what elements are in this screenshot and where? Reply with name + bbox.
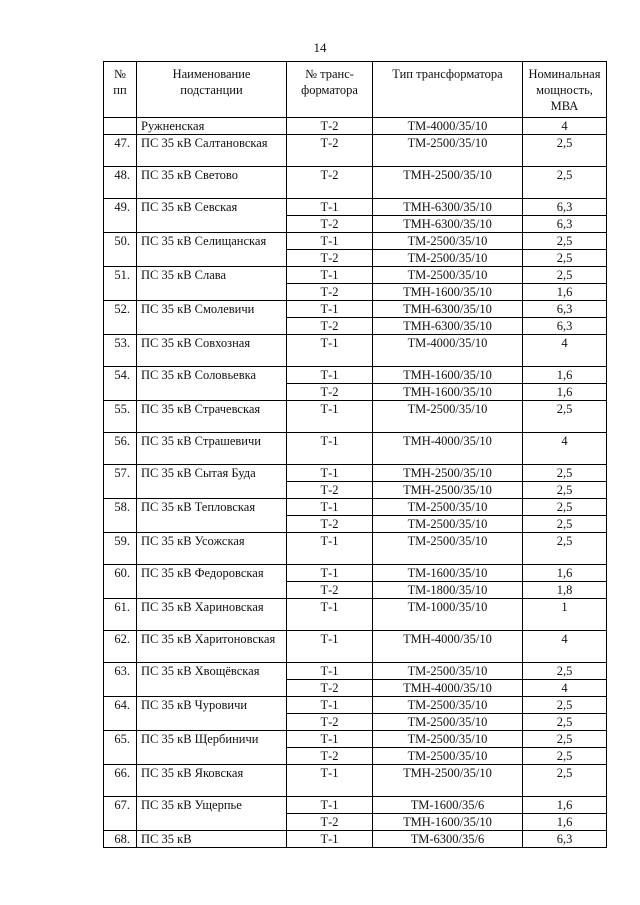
transformer-number: Т-2 <box>287 167 373 199</box>
substation-name: ПС 35 кВ Соловьевка <box>137 367 287 401</box>
row-number: 57. <box>104 465 137 499</box>
table-row <box>104 401 607 433</box>
table-row <box>104 301 607 318</box>
transformer-type: ТМ-2500/35/10 <box>373 663 523 680</box>
rated-power: 2,5 <box>523 167 607 199</box>
transformer-number: Т-1 <box>287 267 373 284</box>
rated-power: 4 <box>523 631 607 663</box>
rated-power: 6,3 <box>523 216 607 233</box>
table-row <box>104 797 607 814</box>
transformer-type: ТМ-2500/35/10 <box>373 714 523 731</box>
table-row <box>104 697 607 714</box>
substation-name: ПС 35 кВ Страчевская <box>137 401 287 433</box>
table-row <box>104 731 607 748</box>
substation-name: ПС 35 кВ Сытая Буда <box>137 465 287 499</box>
transformer-number: Т-1 <box>287 401 373 433</box>
row-number: 54. <box>104 367 137 401</box>
rated-power: 2,5 <box>523 499 607 516</box>
substation-name: ПС 35 кВ Салтановская <box>137 135 287 167</box>
row-number <box>104 118 137 135</box>
rated-power: 2,5 <box>523 533 607 565</box>
transformer-number: Т-1 <box>287 335 373 367</box>
substation-name: Ружненская <box>137 118 287 135</box>
rated-power: 2,5 <box>523 233 607 250</box>
rated-power: 2,5 <box>523 714 607 731</box>
substation-name: ПС 35 кВ Слава <box>137 267 287 301</box>
transformer-type: ТМН-1600/35/10 <box>373 384 523 401</box>
rated-power: 4 <box>523 433 607 465</box>
transformer-type: ТМН-1600/35/10 <box>373 284 523 301</box>
transformer-type: ТМН-4000/35/10 <box>373 433 523 465</box>
row-number: 49. <box>104 199 137 233</box>
rated-power: 6,3 <box>523 199 607 216</box>
transformer-type: ТМН-1600/35/10 <box>373 814 523 831</box>
rated-power: 1,6 <box>523 384 607 401</box>
rated-power: 1,6 <box>523 367 607 384</box>
row-number: 53. <box>104 335 137 367</box>
substation-name: ПС 35 кВ Селищанская <box>137 233 287 267</box>
transformer-type: ТМ-6300/35/6 <box>373 831 523 848</box>
transformer-number: Т-2 <box>287 216 373 233</box>
substation-name: ПС 35 кВ Совхозная <box>137 335 287 367</box>
rated-power: 6,3 <box>523 318 607 335</box>
transformer-type: ТМ-4000/35/10 <box>373 335 523 367</box>
rated-power: 1,8 <box>523 582 607 599</box>
table-row <box>104 233 607 250</box>
rated-power: 4 <box>523 335 607 367</box>
table-header-row <box>104 62 607 118</box>
substation-name: ПС 35 кВ Хвощёвская <box>137 663 287 697</box>
transformer-number: Т-1 <box>287 731 373 748</box>
rated-power: 1,6 <box>523 797 607 814</box>
transformer-type: ТМН-2500/35/10 <box>373 465 523 482</box>
header-num: № пп <box>104 62 137 118</box>
row-number: 59. <box>104 533 137 565</box>
header-transformer-number: № транс-форматора <box>287 62 373 118</box>
transformer-number: Т-2 <box>287 135 373 167</box>
substation-name: ПС 35 кВ Хариновская <box>137 599 287 631</box>
table-row <box>104 199 607 216</box>
row-number: 56. <box>104 433 137 465</box>
transformer-type: ТМ-1000/35/10 <box>373 599 523 631</box>
row-number: 50. <box>104 233 137 267</box>
transformer-number: Т-1 <box>287 465 373 482</box>
transformer-type: ТМ-2500/35/10 <box>373 533 523 565</box>
table-row <box>104 599 607 631</box>
table-row <box>104 663 607 680</box>
table-row <box>104 533 607 565</box>
transformer-number: Т-2 <box>287 318 373 335</box>
rated-power: 6,3 <box>523 301 607 318</box>
transformer-number: Т-2 <box>287 250 373 267</box>
row-number: 61. <box>104 599 137 631</box>
transformer-number: Т-1 <box>287 663 373 680</box>
transformer-number: Т-1 <box>287 199 373 216</box>
rated-power: 1,6 <box>523 565 607 582</box>
transformer-number: Т-1 <box>287 765 373 797</box>
row-number: 55. <box>104 401 137 433</box>
table-row <box>104 765 607 797</box>
transformer-type: ТМН-6300/35/10 <box>373 301 523 318</box>
rated-power: 2,5 <box>523 731 607 748</box>
substation-name: ПС 35 кВ Чуровичи <box>137 697 287 731</box>
transformer-type: ТМ-2500/35/10 <box>373 401 523 433</box>
table-row <box>104 631 607 663</box>
rated-power: 1,6 <box>523 814 607 831</box>
row-number: 66. <box>104 765 137 797</box>
row-number: 65. <box>104 731 137 765</box>
table-row <box>104 565 607 582</box>
table-row <box>104 465 607 482</box>
rated-power: 2,5 <box>523 465 607 482</box>
row-number: 68. <box>104 831 137 848</box>
rated-power: 2,5 <box>523 748 607 765</box>
substation-name: ПС 35 кВ Усожская <box>137 533 287 565</box>
transformer-number: Т-2 <box>287 284 373 301</box>
table-row <box>104 831 607 848</box>
substation-name: ПС 35 кВ <box>137 831 287 848</box>
substation-name: ПС 35 кВ Ущерпье <box>137 797 287 831</box>
transformer-type: ТМ-2500/35/10 <box>373 697 523 714</box>
row-number: 60. <box>104 565 137 599</box>
row-number: 47. <box>104 135 137 167</box>
transformer-type: ТМ-1800/35/10 <box>373 582 523 599</box>
header-name: Наименование подстанции <box>137 62 287 118</box>
transformer-number: Т-2 <box>287 582 373 599</box>
transformer-type: ТМ-2500/35/10 <box>373 516 523 533</box>
rated-power: 2,5 <box>523 267 607 284</box>
substation-name: ПС 35 кВ Яковская <box>137 765 287 797</box>
table-row <box>104 267 607 284</box>
table-row <box>104 367 607 384</box>
transformer-number: Т-2 <box>287 680 373 697</box>
transformer-type: ТМ-1600/35/6 <box>373 797 523 814</box>
transformer-type: ТМ-4000/35/10 <box>373 118 523 135</box>
transformer-type: ТМН-2500/35/10 <box>373 167 523 199</box>
transformer-type: ТМ-2500/35/10 <box>373 233 523 250</box>
transformer-type: ТМН-4000/35/10 <box>373 680 523 697</box>
rated-power: 4 <box>523 680 607 697</box>
row-number: 48. <box>104 167 137 199</box>
header-power: Номинальная мощность, МВА <box>523 62 607 118</box>
transformer-number: Т-1 <box>287 697 373 714</box>
page-number: 14 <box>313 40 327 55</box>
transformer-number: Т-1 <box>287 499 373 516</box>
table-row <box>104 433 607 465</box>
row-number: 58. <box>104 499 137 533</box>
row-number: 51. <box>104 267 137 301</box>
substation-name: ПС 35 кВ Щербиничи <box>137 731 287 765</box>
rated-power: 4 <box>523 118 607 135</box>
substation-name: ПС 35 кВ Светово <box>137 167 287 199</box>
header-transformer-type: Тип трансформатора <box>373 62 523 118</box>
transformer-number: Т-1 <box>287 831 373 848</box>
row-number: 52. <box>104 301 137 335</box>
rated-power: 2,5 <box>523 482 607 499</box>
row-number: 64. <box>104 697 137 731</box>
transformer-type: ТМ-2500/35/10 <box>373 499 523 516</box>
rated-power: 2,5 <box>523 135 607 167</box>
transformer-number: Т-1 <box>287 233 373 250</box>
rated-power: 2,5 <box>523 401 607 433</box>
transformer-type: ТМН-6300/35/10 <box>373 199 523 216</box>
transformer-type: ТМ-2500/35/10 <box>373 748 523 765</box>
rated-power: 1 <box>523 599 607 631</box>
table-row <box>104 335 607 367</box>
table-row <box>104 167 607 199</box>
transformer-type: ТМН-2500/35/10 <box>373 482 523 499</box>
rated-power: 1,6 <box>523 284 607 301</box>
transformer-number: Т-1 <box>287 631 373 663</box>
transformer-number: Т-2 <box>287 482 373 499</box>
table-body <box>104 118 607 848</box>
substation-name: ПС 35 кВ Страшевичи <box>137 433 287 465</box>
transformer-number: Т-2 <box>287 748 373 765</box>
transformer-type: ТМ-2500/35/10 <box>373 731 523 748</box>
rated-power: 2,5 <box>523 250 607 267</box>
rated-power: 2,5 <box>523 663 607 680</box>
transformer-number: Т-1 <box>287 797 373 814</box>
substation-name: ПС 35 кВ Харитоновская <box>137 631 287 663</box>
transformer-type: ТМН-1600/35/10 <box>373 367 523 384</box>
transformer-table <box>103 61 607 848</box>
rated-power: 2,5 <box>523 765 607 797</box>
row-number: 62. <box>104 631 137 663</box>
substation-name: ПС 35 кВ Смолевичи <box>137 301 287 335</box>
substation-name: ПС 35 кВ Севская <box>137 199 287 233</box>
rated-power: 2,5 <box>523 697 607 714</box>
row-number: 63. <box>104 663 137 697</box>
transformer-number: Т-1 <box>287 367 373 384</box>
transformer-type: ТМН-2500/35/10 <box>373 765 523 797</box>
rated-power: 2,5 <box>523 516 607 533</box>
transformer-type: ТМН-4000/35/10 <box>373 631 523 663</box>
rated-power: 6,3 <box>523 831 607 848</box>
transformer-number: Т-1 <box>287 433 373 465</box>
table-row <box>104 499 607 516</box>
row-number: 67. <box>104 797 137 831</box>
transformer-number: Т-1 <box>287 565 373 582</box>
table-row <box>104 135 607 167</box>
transformer-number: Т-1 <box>287 599 373 631</box>
transformer-number: Т-1 <box>287 533 373 565</box>
transformer-type: ТМН-6300/35/10 <box>373 216 523 233</box>
transformer-number: Т-1 <box>287 301 373 318</box>
transformer-number: Т-2 <box>287 384 373 401</box>
transformer-number: Т-2 <box>287 118 373 135</box>
transformer-number: Т-2 <box>287 714 373 731</box>
transformer-number: Т-2 <box>287 516 373 533</box>
transformer-type: ТМ-1600/35/10 <box>373 565 523 582</box>
transformer-number: Т-2 <box>287 814 373 831</box>
substation-name: ПС 35 кВ Федоровская <box>137 565 287 599</box>
transformer-type: ТМН-6300/35/10 <box>373 318 523 335</box>
substation-name: ПС 35 кВ Тепловская <box>137 499 287 533</box>
transformer-type: ТМ-2500/35/10 <box>373 267 523 284</box>
transformer-type: ТМ-2500/35/10 <box>373 250 523 267</box>
transformer-type: ТМ-2500/35/10 <box>373 135 523 167</box>
table-row <box>104 118 607 135</box>
